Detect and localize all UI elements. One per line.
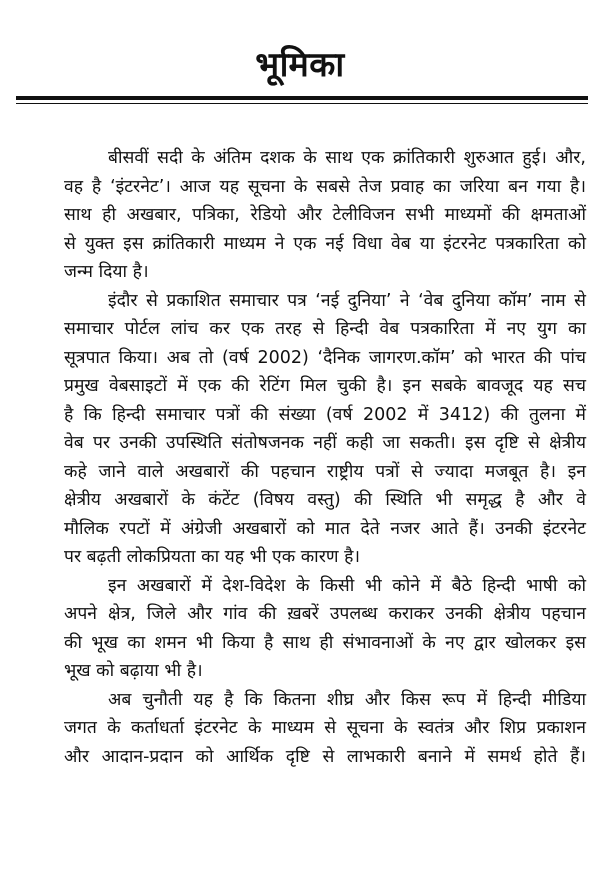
text-line: समाचार पोर्टल लांच कर एक तरह से हिन्दी वेब पत्रकारिता में नए युग का — [64, 319, 586, 339]
text-line: वेब पर उनकी उपस्थिति संतोषजनक नहीं कही जा सकती। इस दृष्टि से क्षेत्रीय — [64, 433, 586, 453]
text-line: कहे जाने वाले अखबारों की पहचान राष्ट्रीय पत्रों से ज्यादा मजबूत है। इन — [64, 461, 586, 482]
page-title: भूमिका — [255, 45, 345, 85]
text-line: मौलिक रपटों में अंग्रेजी अखबारों को मात देते नजर आते हैं। उनकी इंटरनेट — [64, 518, 586, 539]
paragraph — [20, 144, 586, 287]
paragraph — [20, 686, 586, 772]
text-line: क्षेत्रीय अखबारों के कंटेंट (विषय वस्तु) की स्थिति भी समृद्ध है और वे — [64, 490, 586, 510]
paragraph — [20, 572, 586, 686]
title-rule-thin — [16, 103, 588, 104]
text-line: साथ ही अखबार, पत्रिका, रेडियो और टेलीविजन सभी माध्यमों की क्षमताओं — [64, 205, 586, 225]
text-line: प्रमुख वेबसाइटों में एक की रेटिंग मिल चुकी है। इन सबके बावजूद यह सच — [64, 376, 586, 396]
text-line: इंदौर से प्रकाशित समाचार पत्र ‘नई दुनिया’ ने ‘वेब दुनिया कॉम’ नाम से — [108, 290, 586, 311]
body-text — [20, 144, 586, 771]
text-line: इन अखबारों में देश-विदेश के किसी भी कोने में बैठे हिन्दी भाषी को — [108, 575, 586, 596]
text-line: है कि हिन्दी समाचार पत्रों की संख्या (वर्ष 2002 में 3412) की तुलना में — [64, 404, 586, 425]
paragraph — [20, 287, 586, 572]
text-line: अपने क्षेत्र, जिले और गांव की ख़बरें उपलब्ध कराकर उनकी क्षेत्रीय पहचान — [64, 604, 586, 624]
text-line: अब चुनौती यह है कि कितना शीघ्र और किस रूप में हिन्दी मीडिया — [108, 689, 586, 710]
text-line: जगत के कर्ताधर्ता इंटरनेट के माध्यम से सूचना के स्वतंत्र और शिप्र प्रकाशन — [64, 718, 586, 738]
text-line: वह है ‘इंटरनेट’। आज यह सूचना के सबसे तेज प्रवाह का जरिया बन गया है। — [64, 176, 586, 197]
text-line: भूख को बढ़ाया भी है। — [64, 661, 203, 681]
text-line: बीसवीं सदी के अंतिम दशक के साथ एक क्रांतिकारी शुरुआत हुई। और, — [108, 148, 586, 168]
text-line: से युक्त इस क्रांतिकारी माध्यम ने एक नई विधा वेब या इंटरनेट पत्रकारिता को — [64, 233, 586, 254]
text-line: सूत्रपात किया। अब तो (वर्ष 2002) ‘दैनिक जागरण.कॉम’ को भारत की पांच — [64, 347, 586, 368]
text-line: पर बढ़ती लोकप्रियता का यह भी एक कारण है। — [64, 547, 361, 567]
text-line: की भूख का शमन भी किया है साथ ही संभावनाओं के नए द्वार खोलकर इस — [64, 632, 586, 653]
title-rule-thick — [16, 96, 588, 100]
text-line: जन्म दिया है। — [64, 262, 149, 282]
text-line: और आदान-प्रदान को आर्थिक दृष्टि से लाभकारी बनाने में समर्थ होते हैं। — [64, 746, 586, 767]
